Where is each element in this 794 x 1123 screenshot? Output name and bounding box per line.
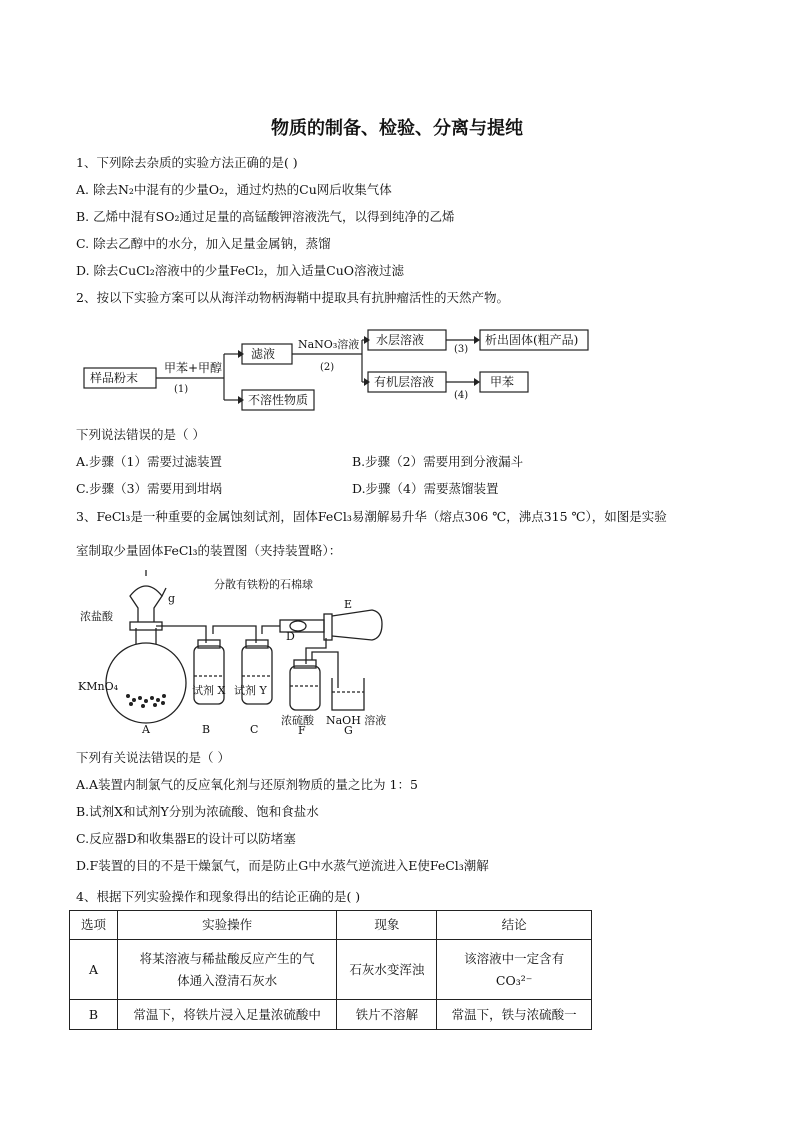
table-row bbox=[70, 1000, 592, 1030]
flow-label-step1: (1) bbox=[174, 384, 189, 395]
flow-label-organic: 有机层溶液 bbox=[374, 375, 435, 389]
row-a-conclusion-line1: 该溶液中一定含有 bbox=[464, 950, 565, 966]
header-phenomenon: 现象 bbox=[337, 911, 437, 940]
header-conclusion: 结论 bbox=[437, 911, 592, 940]
flask-a bbox=[106, 643, 186, 723]
q2-flow-diagram bbox=[76, 318, 596, 418]
header-operation: 实验操作 bbox=[117, 911, 337, 940]
q3-stem-line1: 3、FeCl₃是一种重要的金属蚀刻试剂，固体FeCl₃易潮解易升华（熔点306 ℃，沸点315 ℃），如图是实验 bbox=[76, 509, 667, 524]
label-a: A bbox=[142, 723, 150, 736]
label-asbestos: 分散有铁粉的石棉球 bbox=[214, 578, 313, 591]
q1-stem: 1、下列除去杂质的实验方法正确的是( ) bbox=[76, 155, 298, 170]
label-reagent-x: 试剂 X bbox=[192, 684, 226, 697]
row-b-conclusion: 常温下，铁与浓硫酸一 bbox=[437, 1000, 592, 1030]
q3-option-a: A.A装置内制氯气的反应氧化剂与还原剂物质的量之比为 1：5 bbox=[76, 777, 418, 792]
bottle-f bbox=[290, 666, 320, 710]
row-a-conclusion bbox=[437, 940, 592, 1000]
q2-option-a: A.步骤（1）需要过滤装置 bbox=[76, 454, 222, 469]
label-e: E bbox=[344, 598, 353, 611]
label-g: g bbox=[168, 592, 176, 605]
flow-label-filtrate: 滤液 bbox=[251, 347, 276, 361]
q4-stem: 4、根据下列实验操作和现象得出的结论正确的是( ) bbox=[76, 889, 361, 904]
flow-label-insoluble: 不溶性物质 bbox=[248, 393, 309, 407]
flow-label-aqueous: 水层溶液 bbox=[376, 333, 425, 347]
row-b-phenomenon: 铁片不溶解 bbox=[337, 1000, 437, 1030]
label-g-beaker: G bbox=[344, 724, 353, 736]
label-hcl: 浓盐酸 bbox=[80, 610, 113, 623]
q1-option-c: C. 除去乙醇中的水分，加入足量金属钠，蒸馏 bbox=[76, 236, 331, 251]
label-h2so4: 浓硫酸 bbox=[281, 714, 314, 727]
q3-prompt: 下列有关说法错误的是（ ） bbox=[76, 750, 230, 765]
q3-option-b: B.试剂X和试剂Y分别为浓硫酸、饱和食盐水 bbox=[76, 804, 319, 819]
flow-label-solvent: 甲苯+甲醇 bbox=[164, 361, 223, 375]
label-b: B bbox=[202, 723, 211, 736]
q3-apparatus-diagram bbox=[76, 568, 396, 736]
label-naoh: NaOH 溶液 bbox=[326, 714, 387, 727]
flow-label-step2: (2) bbox=[320, 362, 335, 373]
flow-label-sample: 样品粉末 bbox=[90, 371, 139, 385]
q2-option-d: D.步骤（4）需要蒸馏装置 bbox=[352, 481, 499, 496]
row-a-conclusion-line2: CO₃²⁻ bbox=[495, 972, 533, 988]
label-f: F bbox=[298, 724, 306, 736]
label-d: D bbox=[286, 630, 295, 643]
q3-stem-line2: 室制取少量固体FeCl₃的装置图（夹持装置略）： bbox=[76, 543, 342, 558]
q1-option-b: B. 乙烯中混有SO₂通过足量的高锰酸钾溶液洗气，以得到纯净的乙烯 bbox=[76, 209, 455, 224]
q3-option-c: C.反应器D和收集器E的设计可以防堵塞 bbox=[76, 831, 296, 846]
q3-option-d: D.F装置的目的不是干燥氯气，而是防止G中水蒸气逆流进入E使FeCl₃潮解 bbox=[76, 858, 489, 873]
table-row bbox=[70, 940, 592, 1000]
row-a-operation-line2: 体通入澄清石灰水 bbox=[177, 972, 278, 988]
beaker-g bbox=[332, 678, 364, 710]
q2-option-c: C.步骤（3）需要用到坩埚 bbox=[76, 481, 223, 496]
row-a-phenomenon: 石灰水变浑浊 bbox=[337, 940, 437, 1000]
q1-option-d: D. 除去CuCl₂溶液中的少量FeCl₂，加入适量CuO溶液过滤 bbox=[76, 263, 405, 278]
q4-table bbox=[69, 910, 592, 1030]
row-a-option: A bbox=[70, 940, 118, 1000]
q2-prompt: 下列说法错误的是（ ） bbox=[76, 427, 205, 442]
q2-option-b: B.步骤（2）需要用到分液漏斗 bbox=[352, 454, 524, 469]
q1-option-a: A. 除去N₂中混有的少量O₂，通过灼热的Cu网后收集气体 bbox=[76, 182, 392, 197]
page-title: 物质的制备、检验、分离与提纯 bbox=[271, 118, 523, 139]
table-header-row bbox=[70, 911, 592, 940]
flow-label-crude: 析出固体(粗产品) bbox=[485, 333, 579, 347]
row-b-option: B bbox=[70, 1000, 118, 1030]
row-a-operation-line1: 将某溶液与稀盐酸反应产生的气 bbox=[139, 950, 315, 966]
row-a-operation bbox=[117, 940, 337, 1000]
flow-label-step3: (3) bbox=[454, 344, 469, 355]
q2-stem: 2、按以下实验方案可以从海洋动物柄海鞘中提取具有抗肿瘤活性的天然产物。 bbox=[76, 290, 509, 305]
label-reagent-y: 试剂 Y bbox=[234, 684, 267, 697]
label-c: C bbox=[250, 723, 259, 736]
flow-label-reagent2: NaNO₃溶液 bbox=[298, 338, 360, 351]
label-kmno4: KMnO₄ bbox=[78, 680, 118, 693]
flow-label-step4: (4) bbox=[454, 390, 469, 401]
header-option: 选项 bbox=[70, 911, 118, 940]
row-b-operation: 常温下，将铁片浸入足量浓硫酸中 bbox=[117, 1000, 337, 1030]
flow-label-toluene: 甲苯 bbox=[490, 375, 515, 389]
